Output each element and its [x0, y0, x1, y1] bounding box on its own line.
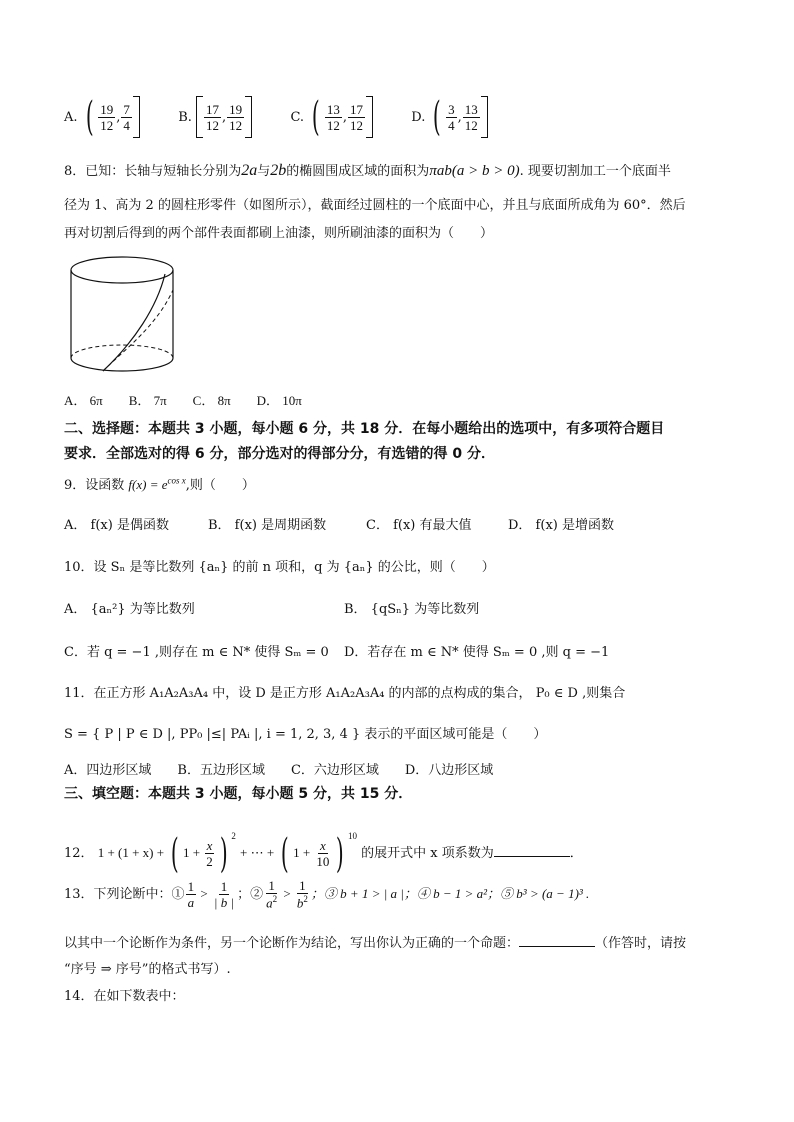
section-2-heading-line-1: 二、选择题：本题共 3 小题，每小题 6 分，共 18 分．在每小题给出的选项中，有多项符合题目: [64, 421, 665, 437]
q10-option-a: A． {aₙ²} 为等比数列: [64, 602, 195, 617]
section-3-heading: 三、填空题：本题共 3 小题，每小题 5 分，共 15 分．: [64, 786, 413, 802]
q13-line-3: “序号 ⇒ 序号”的格式书写）.: [64, 962, 231, 977]
q8-options: A． 6π B． 7π C． 8π D． 10π: [64, 393, 302, 408]
q11-options: A．四边形区域 B．五边形区域 C．六边形区域 D．八边形区域: [64, 763, 494, 778]
q9-option-b: B． f(x) 是周期函数: [208, 518, 327, 533]
cylinder-bottom-front: [71, 358, 173, 371]
q12: 12． 1 + (1 + x) + ( 1 + $\frac{x}{2}$ ) $^2$ + ⋯ + ( 1 + $\frac{x}{10}$ ) $^{10}$ 的展开式中 x 项系数为 ．: [64, 830, 583, 877]
q11-line-2: S = { P | P ∈ D |, PP₀ |≤| PAᵢ |, i = 1, 2, 3, 4 } 表示的平面区域可能是（ ）: [64, 727, 547, 742]
cut-section-front: [103, 274, 165, 371]
q10-option-c: C．若 q = −1 ,则存在 m ∈ N* 使得 Sₘ = 0: [64, 645, 329, 660]
q13-line-2: 以其中一个论断作为条件，另一个论断作为结论，写出你认为正确的一个命题： （作答时，请按: [64, 936, 687, 951]
cylinder-top-ellipse: [71, 257, 173, 283]
section-2-heading-line-2: 要求．全部选对的得 6 分，部分选对的得部分分，有选错的得 0 分．: [64, 446, 495, 462]
q8-line-2: 径为 1、高为 2 的圆柱形零件（如图所示），截面经过圆柱的一个底面中心，并且与底面所成角为 60°．然后: [64, 198, 686, 213]
q7-option-c: C. ( $\frac{13}{12}$ , $\frac{17}{12}$: [290, 110, 377, 125]
q10-stem: 10．设 Sₙ 是等比数列 {aₙ} 的前 n 项和，q 为 {aₙ} 的公比，则（ ）: [64, 560, 495, 575]
q9-option-d: D． f(x) 是增函数: [508, 518, 614, 533]
q9-option-a: A． f(x) 是偶函数: [64, 518, 169, 533]
q8-line-1: 8．已知：长轴与短轴长分别为2a与2b的椭圆围成区域的面积为πab(a > b > 0). 现要切割加工一个底面半: [64, 162, 671, 179]
q14-line-1: 14．在如下数表中：: [64, 989, 185, 1004]
q10-option-d: D．若存在 m ∈ N* 使得 Sₘ = 0 ,则 q = −1: [344, 645, 610, 660]
q12-answer-blank: [494, 856, 570, 857]
cylinder-figure: [64, 252, 184, 384]
q7-option-b: B. $\frac{17}{12}$ , $\frac{19}{12}$: [178, 110, 256, 125]
q10-option-b: B． {qSₙ} 为等比数列: [344, 602, 480, 617]
q9-option-c: C． f(x) 有最大值: [366, 518, 472, 533]
q8-line-3: 再对切割后得到的两个部件表面都刷上油漆，则所刷油漆的面积为（ ）: [64, 226, 494, 241]
q7-option-a: A. ( $\frac{19}{12}$ , $\frac{7}{4}$: [64, 110, 144, 125]
q7-option-d: D. ( $\frac{3}{4}$ , $\frac{13}{12}$: [411, 110, 487, 125]
q9-stem: 9．设函数 $f(x) = e^{cos x}$,则（ ）: [64, 475, 255, 493]
q13-answer-blank: [519, 946, 595, 947]
q13-line-1: 13．下列论断中：① $\frac{1}{a}$ > $\frac{1}{| b |}$ ；② $\frac{1}{a^2}$ > $\frac{1}{b^2}$ ；③ b + 1 > | a |；④ b − 1 > a²；⑤ b³ > (a − 1)³ .: [64, 878, 590, 911]
q11-line-1: 11．在正方形 A₁A₂A₃A₄ 中，设 D 是正方形 A₁A₂A₃A₄ 的内部的点构成的集合， P₀ ∈ D ,则集合: [64, 686, 626, 701]
q7-options: [64, 96, 488, 138]
